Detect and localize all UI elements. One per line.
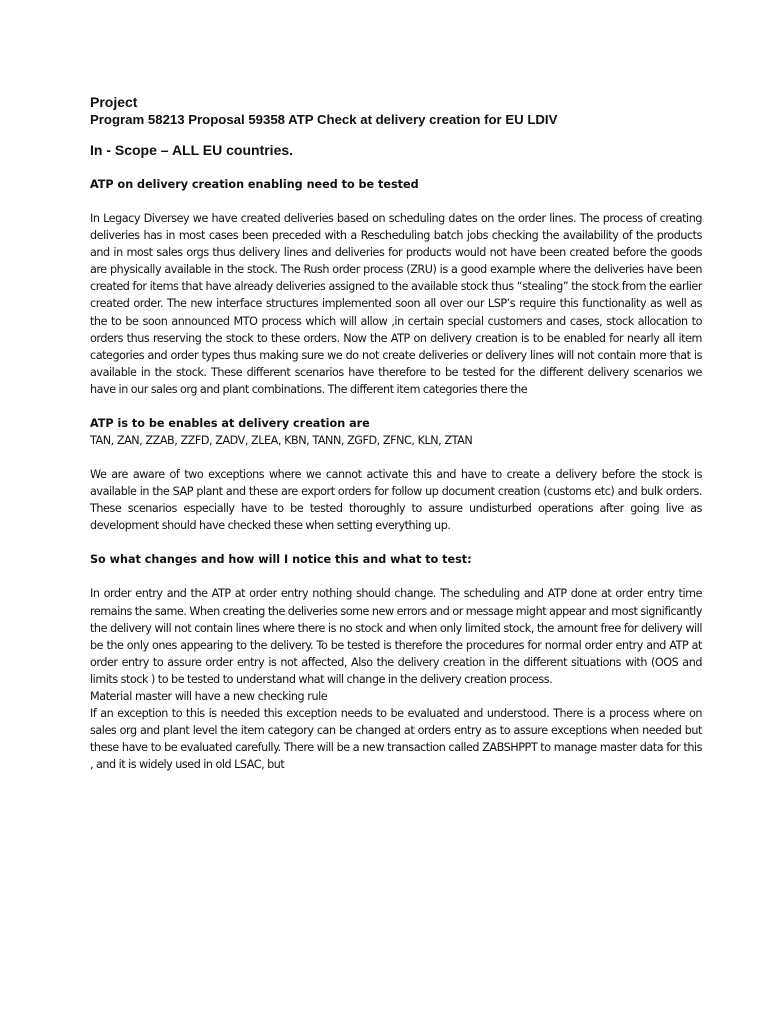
item-categories-list: TAN, ZAN, ZZAB, ZZFD, ZADV, ZLEA, KBN, TANN, ZGFD, ZFNC, KLN, ZTAN [90, 434, 473, 448]
atp-testing-heading: ATP on delivery creation enabling need to be tested [90, 178, 419, 191]
program-title: Program 58213 Proposal 59358 ATP Check at delivery creation for EU LDIV [90, 112, 558, 127]
what-changes-heading: So what changes and how will I notice this and what to test: [90, 553, 472, 567]
exceptions-paragraph: We are aware of two exceptions where we cannot activate this and have to create a delivery before the stock is available in the SAP plant and these are export orders for follow up document creation (customs etc) and bulk orders. These scenarios especially have to be tested thoroughly to assure undisturbed operations after going live as development should have checked these when setting everything up. [90, 468, 702, 533]
exception-process-paragraph: If an exception to this is needed this exception needs to be evaluated and understood. There is a process where on sales org and plant level the item category can be changed at orders entry as to assure exceptions when needed but these have to be evaluated carefully. There will be a new transaction called ZABSHPPT to manage master data for this , and it is widely used in old LSAC, but [90, 706, 702, 772]
scope-heading: In - Scope – ALL EU countries. [90, 142, 294, 158]
item-categories-heading: ATP is to be enables at delivery creation are [90, 417, 370, 431]
project-label: Project [90, 94, 138, 110]
atp-testing-paragraph: In Legacy Diversey we have created deliveries based on scheduling dates on the order lines. The process of creating deliveries has in most cases been preceded with a Rescheduling batch jobs checking the availability of the products and in most sales orgs thus delivery lines and deliveries for products would not have been created before the goods are physically available in the stock. The Rush order process (ZRU) is a good example where the deliveries have been created for items that have already deliveries assigned to the available stock thus “stealing” the stock from the earlier created order. The new interface structures implemented soon all over our LSP’s require this functionality as well as the to be soon announced MTO process which will allow ,in certain special customers and cases, stock allocation to orders thus reserving the stock to these orders. Now the ATP on delivery creation is to be enabled for nearly all item categories and order types thus making sure we do not create deliveries or delivery lines will not contain more that is available in the stock. These different scenarios have therefore to be tested for the different delivery scenarios we have in our sales org and plant combinations. The different item categories there the [90, 212, 702, 396]
material-master-line: Material master will have a new checking rule [90, 689, 328, 703]
document-page [90, 93, 702, 773]
what-changes-paragraph: In order entry and the ATP at order entry nothing should change. The scheduling and ATP done at order entry time remains the same. When creating the deliveries some new errors and or message might appear and most significantly the delivery will not contain lines where there is no stock and when only limited stock, the amount free for delivery will be the only ones appearing to the delivery. To be tested is therefore the procedures for normal order entry and ATP at order entry to assure order entry is not affected, Also the delivery creation in the different situations with (OOS and limits stock ) to be tested to understand what will change in the delivery creation process. [90, 587, 702, 686]
